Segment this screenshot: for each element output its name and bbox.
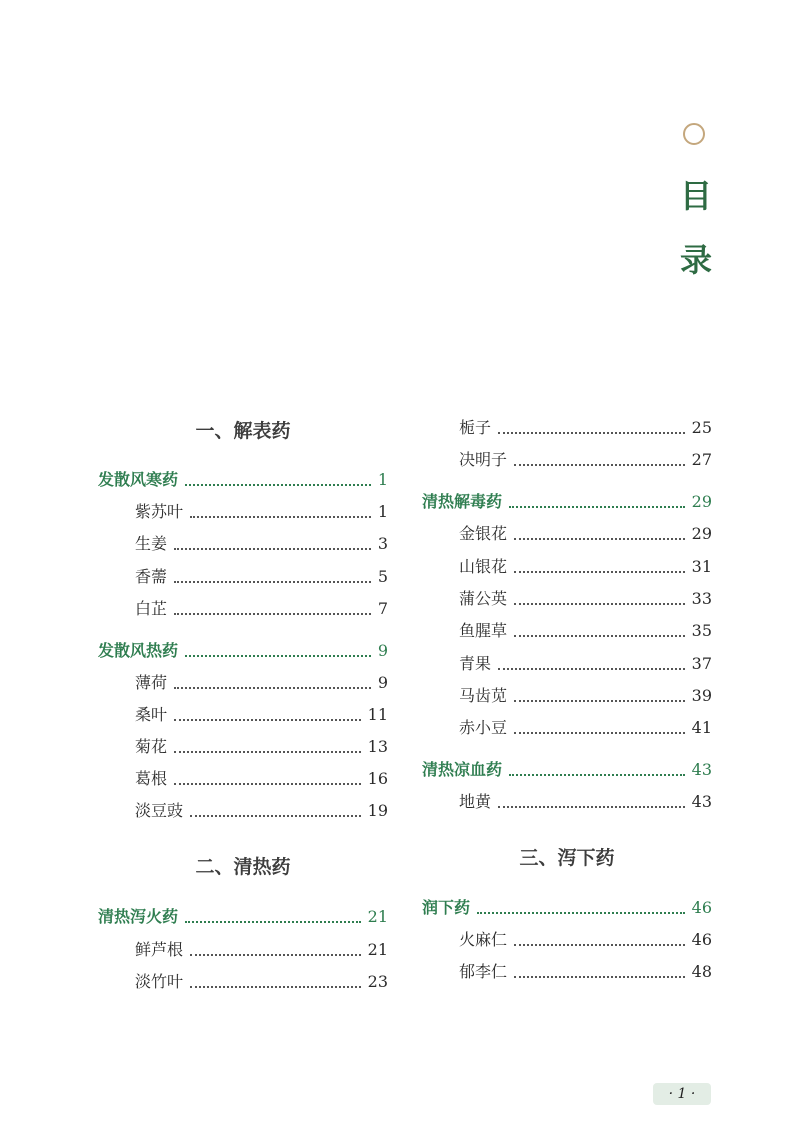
- toc-entry-title: 薄荷: [135, 673, 168, 692]
- toc-category-title: 润下药: [422, 898, 471, 917]
- toc-entry-title: 香薷: [135, 567, 168, 586]
- dot-leader: [174, 751, 361, 753]
- toc-entry[interactable]: [459, 586, 712, 612]
- toc-category-title: 清热解毒药: [422, 492, 503, 511]
- dot-leader: [514, 700, 685, 702]
- dot-leader: [514, 571, 685, 573]
- toc-entry-title: 桑叶: [135, 705, 168, 724]
- toc-entry[interactable]: [135, 766, 388, 792]
- toc-page-number: 9: [377, 641, 388, 660]
- toc-page-number: 3: [377, 534, 388, 553]
- section-heading-jiebiao: 一、解表药: [195, 420, 291, 442]
- toc-category-qingre-liangxue[interactable]: [422, 757, 712, 783]
- dot-leader: [514, 635, 685, 637]
- toc-page-number: 5: [377, 567, 388, 586]
- toc-page-number: 16: [367, 769, 388, 788]
- toc-page-number: 21: [367, 907, 388, 926]
- toc-entry[interactable]: [135, 798, 388, 824]
- toc-entry[interactable]: [135, 702, 388, 728]
- toc-category-fasan-fengre[interactable]: [98, 638, 388, 664]
- dot-leader: [185, 921, 361, 923]
- toc-entry[interactable]: [135, 564, 388, 590]
- toc-page-number: 48: [691, 962, 712, 981]
- toc-page-number: 9: [377, 673, 388, 692]
- toc-page-number: 7: [377, 599, 388, 618]
- toc-entry[interactable]: [459, 447, 712, 473]
- toc-entry-title: 栀子: [459, 418, 492, 437]
- toc-entry[interactable]: [459, 927, 712, 953]
- toc-entry[interactable]: [135, 670, 388, 696]
- section-heading-xiexia: 三、泻下药: [519, 847, 615, 869]
- dot-leader: [174, 613, 371, 615]
- toc-entry[interactable]: [135, 596, 388, 622]
- toc-entry-title: 紫苏叶: [135, 502, 184, 521]
- toc-page-number: 21: [367, 940, 388, 959]
- dot-leader: [190, 815, 361, 817]
- dot-leader: [174, 783, 361, 785]
- circle-ornament-icon: [683, 123, 705, 145]
- toc-page-number: 1: [377, 502, 388, 521]
- toc-page-number: 39: [691, 686, 712, 705]
- toc-entry[interactable]: [459, 715, 712, 741]
- toc-page-number: 13: [367, 737, 388, 756]
- toc-entry-title: 山银花: [459, 557, 508, 576]
- toc-entry[interactable]: [459, 959, 712, 985]
- toc-entry-title: 葛根: [135, 769, 168, 788]
- toc-page-number: 25: [691, 418, 712, 437]
- page-title-char-2: 录: [679, 241, 712, 279]
- toc-entry-title: 郁李仁: [459, 962, 508, 981]
- dot-leader: [185, 655, 371, 657]
- toc-entry[interactable]: [135, 499, 388, 525]
- toc-entry-title: 鲜芦根: [135, 940, 184, 959]
- toc-entry[interactable]: [459, 554, 712, 580]
- dot-leader: [174, 548, 371, 550]
- toc-entry[interactable]: [459, 415, 712, 441]
- dot-leader: [514, 976, 685, 978]
- page-title-char-1: 目: [679, 177, 712, 215]
- toc-entry-title: 蒲公英: [459, 589, 508, 608]
- dot-leader: [477, 912, 685, 914]
- dot-leader: [514, 944, 685, 946]
- toc-page-number: 31: [691, 557, 712, 576]
- toc-category-title: 清热泻火药: [98, 907, 179, 926]
- dot-leader: [498, 668, 685, 670]
- toc-entry-title: 马齿苋: [459, 686, 508, 705]
- toc-category-runxia[interactable]: [422, 895, 712, 921]
- toc-page-number: 23: [367, 972, 388, 991]
- toc-page-number: 43: [691, 792, 712, 811]
- toc-page-number: 1: [377, 470, 388, 489]
- toc-category-qingre-jiedu[interactable]: [422, 489, 712, 515]
- dot-leader: [509, 506, 685, 508]
- toc-category-fasan-fenghan[interactable]: [98, 467, 388, 493]
- toc-entry[interactable]: [135, 734, 388, 760]
- dot-leader: [514, 464, 685, 466]
- toc-entry-title: 生姜: [135, 534, 168, 553]
- toc-entry[interactable]: [459, 683, 712, 709]
- toc-page-number: 35: [691, 621, 712, 640]
- dot-leader: [509, 774, 685, 776]
- toc-entry-title: 赤小豆: [459, 718, 508, 737]
- toc-page-number: 29: [691, 492, 712, 511]
- toc-entry[interactable]: [135, 937, 388, 963]
- dot-leader: [185, 484, 371, 486]
- dot-leader: [514, 538, 685, 540]
- toc-page-number: 27: [691, 450, 712, 469]
- toc-entry-title: 淡豆豉: [135, 801, 184, 820]
- dot-leader: [498, 806, 685, 808]
- toc-entry-title: 金银花: [459, 524, 508, 543]
- toc-entry[interactable]: [459, 789, 712, 815]
- toc-page-number: 43: [691, 760, 712, 779]
- toc-category-title: 清热凉血药: [422, 760, 503, 779]
- toc-entry[interactable]: [459, 651, 712, 677]
- dot-leader: [190, 516, 371, 518]
- toc-entry[interactable]: [459, 521, 712, 547]
- toc-entry-title: 鱼腥草: [459, 621, 508, 640]
- dot-leader: [190, 954, 361, 956]
- dot-leader: [514, 603, 685, 605]
- toc-entry-title: 地黄: [459, 792, 492, 811]
- toc-entry-title: 白芷: [135, 599, 168, 618]
- toc-entry[interactable]: [459, 618, 712, 644]
- dot-leader: [498, 432, 685, 434]
- toc-entry[interactable]: [135, 531, 388, 557]
- dot-leader: [174, 687, 371, 689]
- toc-page-number: 41: [691, 718, 712, 737]
- toc-page-number: 46: [691, 930, 712, 949]
- toc-page-number: 37: [691, 654, 712, 673]
- toc-page-number: 46: [691, 898, 712, 917]
- toc-page-number: 11: [367, 705, 388, 724]
- toc-entry-title: 菊花: [135, 737, 168, 756]
- page-number-badge: · 1 ·: [653, 1083, 711, 1105]
- dot-leader: [190, 986, 361, 988]
- toc-entry-title: 决明子: [459, 450, 508, 469]
- toc-category-title: 发散风热药: [98, 641, 179, 660]
- toc-entry-title: 青果: [459, 654, 492, 673]
- dot-leader: [514, 732, 685, 734]
- toc-entry-title: 淡竹叶: [135, 972, 184, 991]
- toc-page-number: 19: [367, 801, 388, 820]
- dot-leader: [174, 581, 371, 583]
- toc-category-qingre-xiehuo[interactable]: [98, 904, 388, 930]
- toc-page-number: 33: [691, 589, 712, 608]
- toc-page-number: 29: [691, 524, 712, 543]
- section-heading-qingre: 二、清热药: [195, 856, 291, 878]
- toc-category-title: 发散风寒药: [98, 470, 179, 489]
- toc-entry-title: 火麻仁: [459, 930, 508, 949]
- toc-entry[interactable]: [135, 969, 388, 995]
- dot-leader: [174, 719, 361, 721]
